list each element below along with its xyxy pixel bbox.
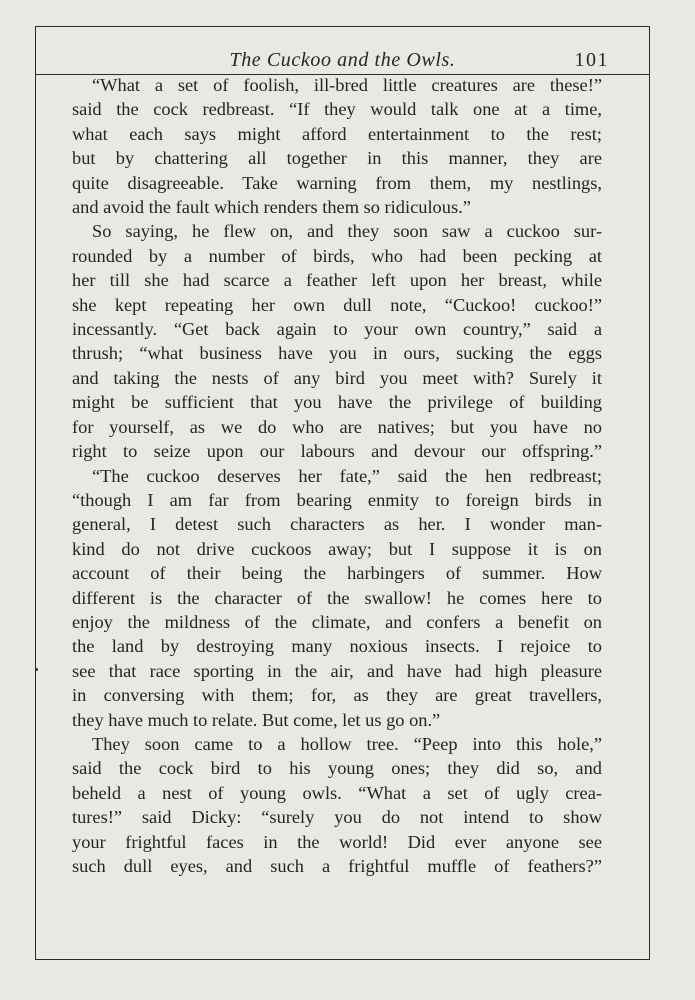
text-line: rounded by a number of birds, who had been pecking at xyxy=(72,245,602,266)
text-line: quite disagreeable. Take warning from them, my nestlings, xyxy=(72,172,602,193)
text-line: the land by destroying many noxious insects. I rejoice to xyxy=(72,636,602,657)
text-line: she kept repeating her own dull note, “Cuckoo! cuckoo!” xyxy=(72,294,602,315)
text-line: said the cock bird to his young ones; they did so, and xyxy=(72,758,602,779)
paragraph xyxy=(72,219,602,463)
text-line: incessantly. “Get back again to your own country,” said a xyxy=(72,319,602,340)
text-line: different is the character of the swallow! he comes here to xyxy=(72,587,602,608)
text-line: “What a set of foolish, ill-bred little creatures are these!” xyxy=(92,75,602,95)
text-line: what each says might afford entertainment to the rest; xyxy=(72,123,602,144)
text-line: right to seize upon our labours and devour our offspring.” xyxy=(72,441,602,462)
running-title: The Cuckoo and the Owls. xyxy=(229,49,456,71)
text-line: They soon came to a hollow tree. “Peep into this hole,” xyxy=(92,733,602,754)
text-line: your frightful faces in the world! Did ever anyone see xyxy=(72,831,602,852)
text-line: but by chattering all together in this manner, they are xyxy=(72,148,602,169)
text-line: her till she had scarce a feather left upon her breast, while xyxy=(72,270,602,291)
text-line: see that race sporting in the air, and have had high pleasure xyxy=(72,660,602,681)
text-line: for yourself, as we do who are natives; but you have no xyxy=(72,416,602,437)
paragraph xyxy=(72,464,602,732)
text-line: “though I am far from bearing enmity to foreign birds in xyxy=(72,489,602,510)
text-line: and taking the nests of any bird you meet with? Surely it xyxy=(72,367,602,388)
text-line: they have much to relate. But come, let us go on.” xyxy=(72,709,441,730)
text-line: such dull eyes, and such a frightful muffle of feathers?” xyxy=(72,856,602,876)
text-line: and avoid the fault which renders them so ridiculous.” xyxy=(72,197,471,218)
text-line: general, I detest such characters as her. I wonder man- xyxy=(72,514,602,535)
text-line: enjoy the mildness of the climate, and confers a benefit on xyxy=(72,611,602,632)
text-line: beheld a nest of young owls. “What a set of ugly crea- xyxy=(72,782,602,803)
paragraph xyxy=(72,73,602,219)
text-line: kind do not drive cuckoos away; but I suppose it is on xyxy=(72,538,602,559)
text-line: might be sufficient that you have the privilege of building xyxy=(72,392,602,413)
text-line: in conversing with them; for, as they are great travellers, xyxy=(72,685,602,706)
page-number: 101 xyxy=(574,49,609,71)
text-line: So saying, he flew on, and they soon saw a cuckoo sur- xyxy=(92,221,602,242)
paragraph xyxy=(72,732,602,878)
text-line: thrush; “what business have you in ours, sucking the eggs xyxy=(72,343,602,364)
text-line: “The cuckoo deserves her fate,” said the hen redbreast; xyxy=(92,465,602,486)
text-line: said the cock redbreast. “If they would talk one at a time, xyxy=(72,99,602,120)
text-line: account of their being the harbingers of summer. How xyxy=(72,563,602,584)
margin-speck xyxy=(35,668,38,671)
body-text xyxy=(72,73,602,878)
text-line: tures!” said Dicky: “surely you do not intend to show xyxy=(72,807,602,828)
